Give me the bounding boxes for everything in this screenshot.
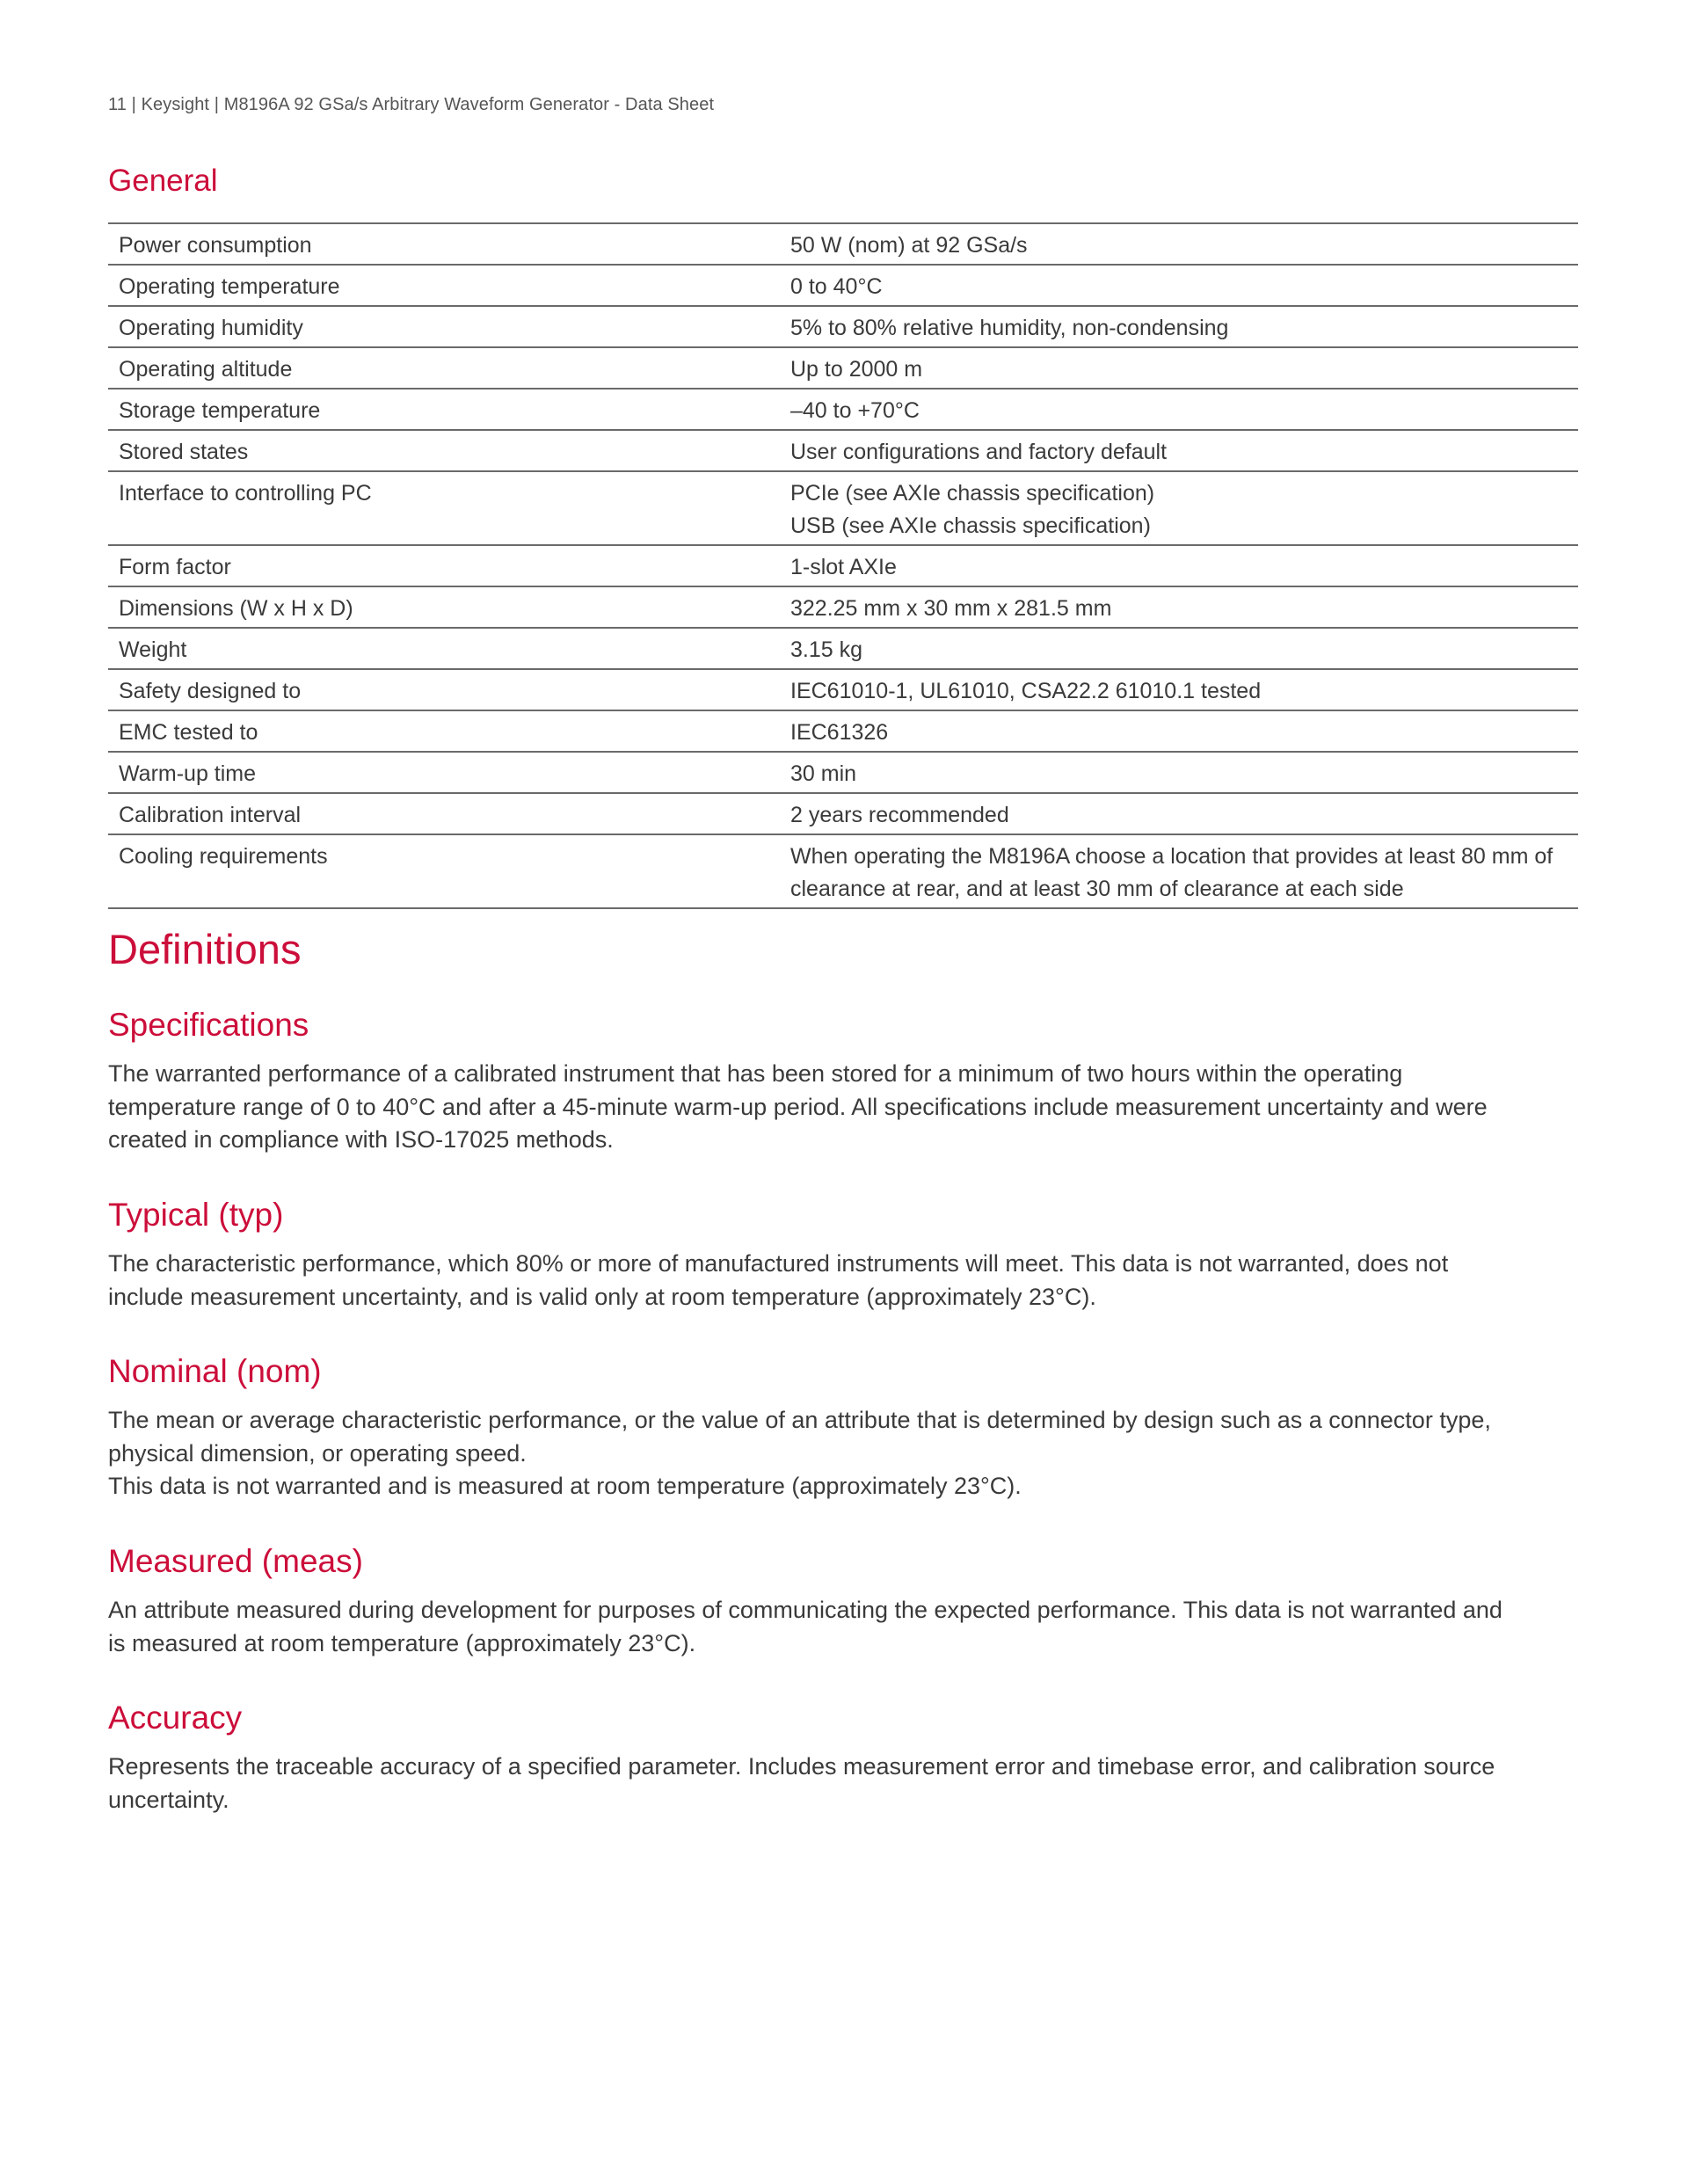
definition-heading: Typical (typ) xyxy=(108,1197,284,1233)
definition-heading: Accuracy xyxy=(108,1700,243,1736)
definition-line: include measurement uncertainty, and is valid only at room temperature (approximately 23°C). xyxy=(108,1283,1096,1310)
definition-nominal xyxy=(108,1351,1578,1503)
definition-specifications xyxy=(108,1005,1578,1157)
definition-text xyxy=(108,1058,1578,1157)
spec-table-row xyxy=(108,389,1578,430)
spec-parameter: Storage temperature xyxy=(119,398,321,423)
spec-table-row xyxy=(108,430,1578,471)
spec-parameter: Operating humidity xyxy=(119,316,303,340)
spec-parameter: Stored states xyxy=(119,440,249,464)
spec-value-line: When operating the M8196A choose a location that provides at least 80 mm of xyxy=(790,844,1553,869)
spec-value xyxy=(780,430,1578,471)
spec-parameter: EMC tested to xyxy=(119,720,258,745)
spec-value-line: clearance at rear, and at least 30 mm of clearance at each side xyxy=(790,877,1404,901)
spec-parameter: Safety designed to xyxy=(119,679,302,703)
spec-value xyxy=(780,545,1578,586)
definition-line: uncertainty. xyxy=(108,1786,229,1813)
spec-value xyxy=(780,347,1578,389)
spec-parameter: Weight xyxy=(119,637,187,662)
spec-value-line: PCIe (see AXIe chassis specification) xyxy=(790,481,1155,506)
definition-accuracy xyxy=(108,1698,1578,1816)
spec-value xyxy=(780,265,1578,306)
definition-measured xyxy=(108,1541,1578,1660)
definition-line: The mean or average characteristic performance, or the value of an attribute that is determined by design such as a connector type, xyxy=(108,1407,1491,1433)
general-section-title: General xyxy=(108,164,218,198)
spec-value-line: 0 to 40°C xyxy=(790,274,883,299)
spec-table-row xyxy=(108,834,1578,908)
definition-line: This data is not warranted and is measured at room temperature (approximately 23°C). xyxy=(108,1473,1022,1499)
spec-table-body xyxy=(108,223,1578,908)
spec-value xyxy=(780,793,1578,834)
definition-heading: Nominal (nom) xyxy=(108,1353,322,1389)
definition-text xyxy=(108,1404,1578,1503)
spec-value-line: 5% to 80% relative humidity, non-condensing xyxy=(790,316,1229,340)
definitions-section-title: Definitions xyxy=(108,926,302,972)
spec-value xyxy=(780,752,1578,793)
spec-table-row xyxy=(108,793,1578,834)
definition-text xyxy=(108,1248,1578,1314)
spec-value xyxy=(780,669,1578,710)
definition-line: is measured at room temperature (approximately 23°C). xyxy=(108,1629,696,1656)
spec-value-line: 2 years recommended xyxy=(790,803,1009,827)
spec-value-line: IEC61326 xyxy=(790,720,889,745)
definition-line: physical dimension, or operating speed. xyxy=(108,1439,527,1467)
spec-value xyxy=(780,586,1578,628)
definition-line: temperature range of 0 to 40°C and after a 45-minute warm-up period. All specifications include measurement uncertainty and were xyxy=(108,1093,1488,1120)
spec-value xyxy=(780,628,1578,669)
spec-table-row xyxy=(108,628,1578,669)
spec-table-row xyxy=(108,265,1578,306)
spec-table-row xyxy=(108,471,1578,545)
spec-table-row xyxy=(108,223,1578,265)
definition-text xyxy=(108,1751,1578,1816)
spec-value xyxy=(780,834,1578,908)
definition-line: The warranted performance of a calibrated instrument that has been stored for a minimum of two hours within the operating xyxy=(108,1060,1403,1087)
spec-parameter: Interface to controlling PC xyxy=(119,481,372,506)
general-spec-table xyxy=(108,222,1578,909)
spec-parameter: Warm-up time xyxy=(119,761,257,786)
spec-parameter: Operating temperature xyxy=(119,274,340,299)
definition-text xyxy=(108,1594,1578,1660)
definition-line: Represents the traceable accuracy of a specified parameter. Includes measurement error and timebase error, and calibration source xyxy=(108,1753,1495,1780)
spec-value-line: 3.15 kg xyxy=(790,637,863,662)
spec-parameter: Calibration interval xyxy=(119,803,302,827)
spec-table-row xyxy=(108,752,1578,793)
spec-value-line: 30 min xyxy=(790,761,857,786)
spec-parameter: Form factor xyxy=(119,555,231,579)
spec-table-row xyxy=(108,347,1578,389)
spec-table-row xyxy=(108,586,1578,628)
definition-line: An attribute measured during development for purposes of communicating the expected performance. This data is not warranted and xyxy=(108,1597,1502,1623)
definition-heading: Measured (meas) xyxy=(108,1543,363,1579)
spec-value xyxy=(780,710,1578,752)
spec-value xyxy=(780,471,1578,545)
spec-value xyxy=(780,306,1578,347)
definition-line: The characteristic performance, which 80% or more of manufactured instruments will meet. This data is not warranted, does not xyxy=(108,1250,1449,1277)
definition-typical xyxy=(108,1195,1578,1314)
spec-value-line: 322.25 mm x 30 mm x 281.5 mm xyxy=(790,596,1112,621)
spec-value-line: 1-slot AXIe xyxy=(790,555,897,579)
spec-value-line: USB (see AXIe chassis specification) xyxy=(790,513,1151,538)
spec-value xyxy=(780,389,1578,430)
spec-value-line: 50 W (nom) at 92 GSa/s xyxy=(790,233,1028,258)
spec-value-line: User configurations and factory default xyxy=(790,440,1168,464)
spec-value-line: IEC61010-1, UL61010, CSA22.2 61010.1 tested xyxy=(790,679,1262,703)
spec-value xyxy=(780,223,1578,265)
spec-table-row xyxy=(108,545,1578,586)
spec-table-row xyxy=(108,306,1578,347)
spec-parameter: Cooling requirements xyxy=(119,844,328,869)
spec-parameter: Operating altitude xyxy=(119,357,293,382)
spec-table-row xyxy=(108,669,1578,710)
spec-value-line: –40 to +70°C xyxy=(790,398,920,423)
running-header: 11 | Keysight | M8196A 92 GSa/s Arbitrary Waveform Generator - Data Sheet xyxy=(108,95,715,114)
definition-heading: Specifications xyxy=(108,1007,309,1043)
spec-parameter: Power consumption xyxy=(119,233,312,258)
definition-line: created in compliance with ISO-17025 methods. xyxy=(108,1126,614,1153)
spec-value-line: Up to 2000 m xyxy=(790,357,923,382)
spec-table-row xyxy=(108,710,1578,752)
spec-parameter: Dimensions (W x H x D) xyxy=(119,596,353,621)
